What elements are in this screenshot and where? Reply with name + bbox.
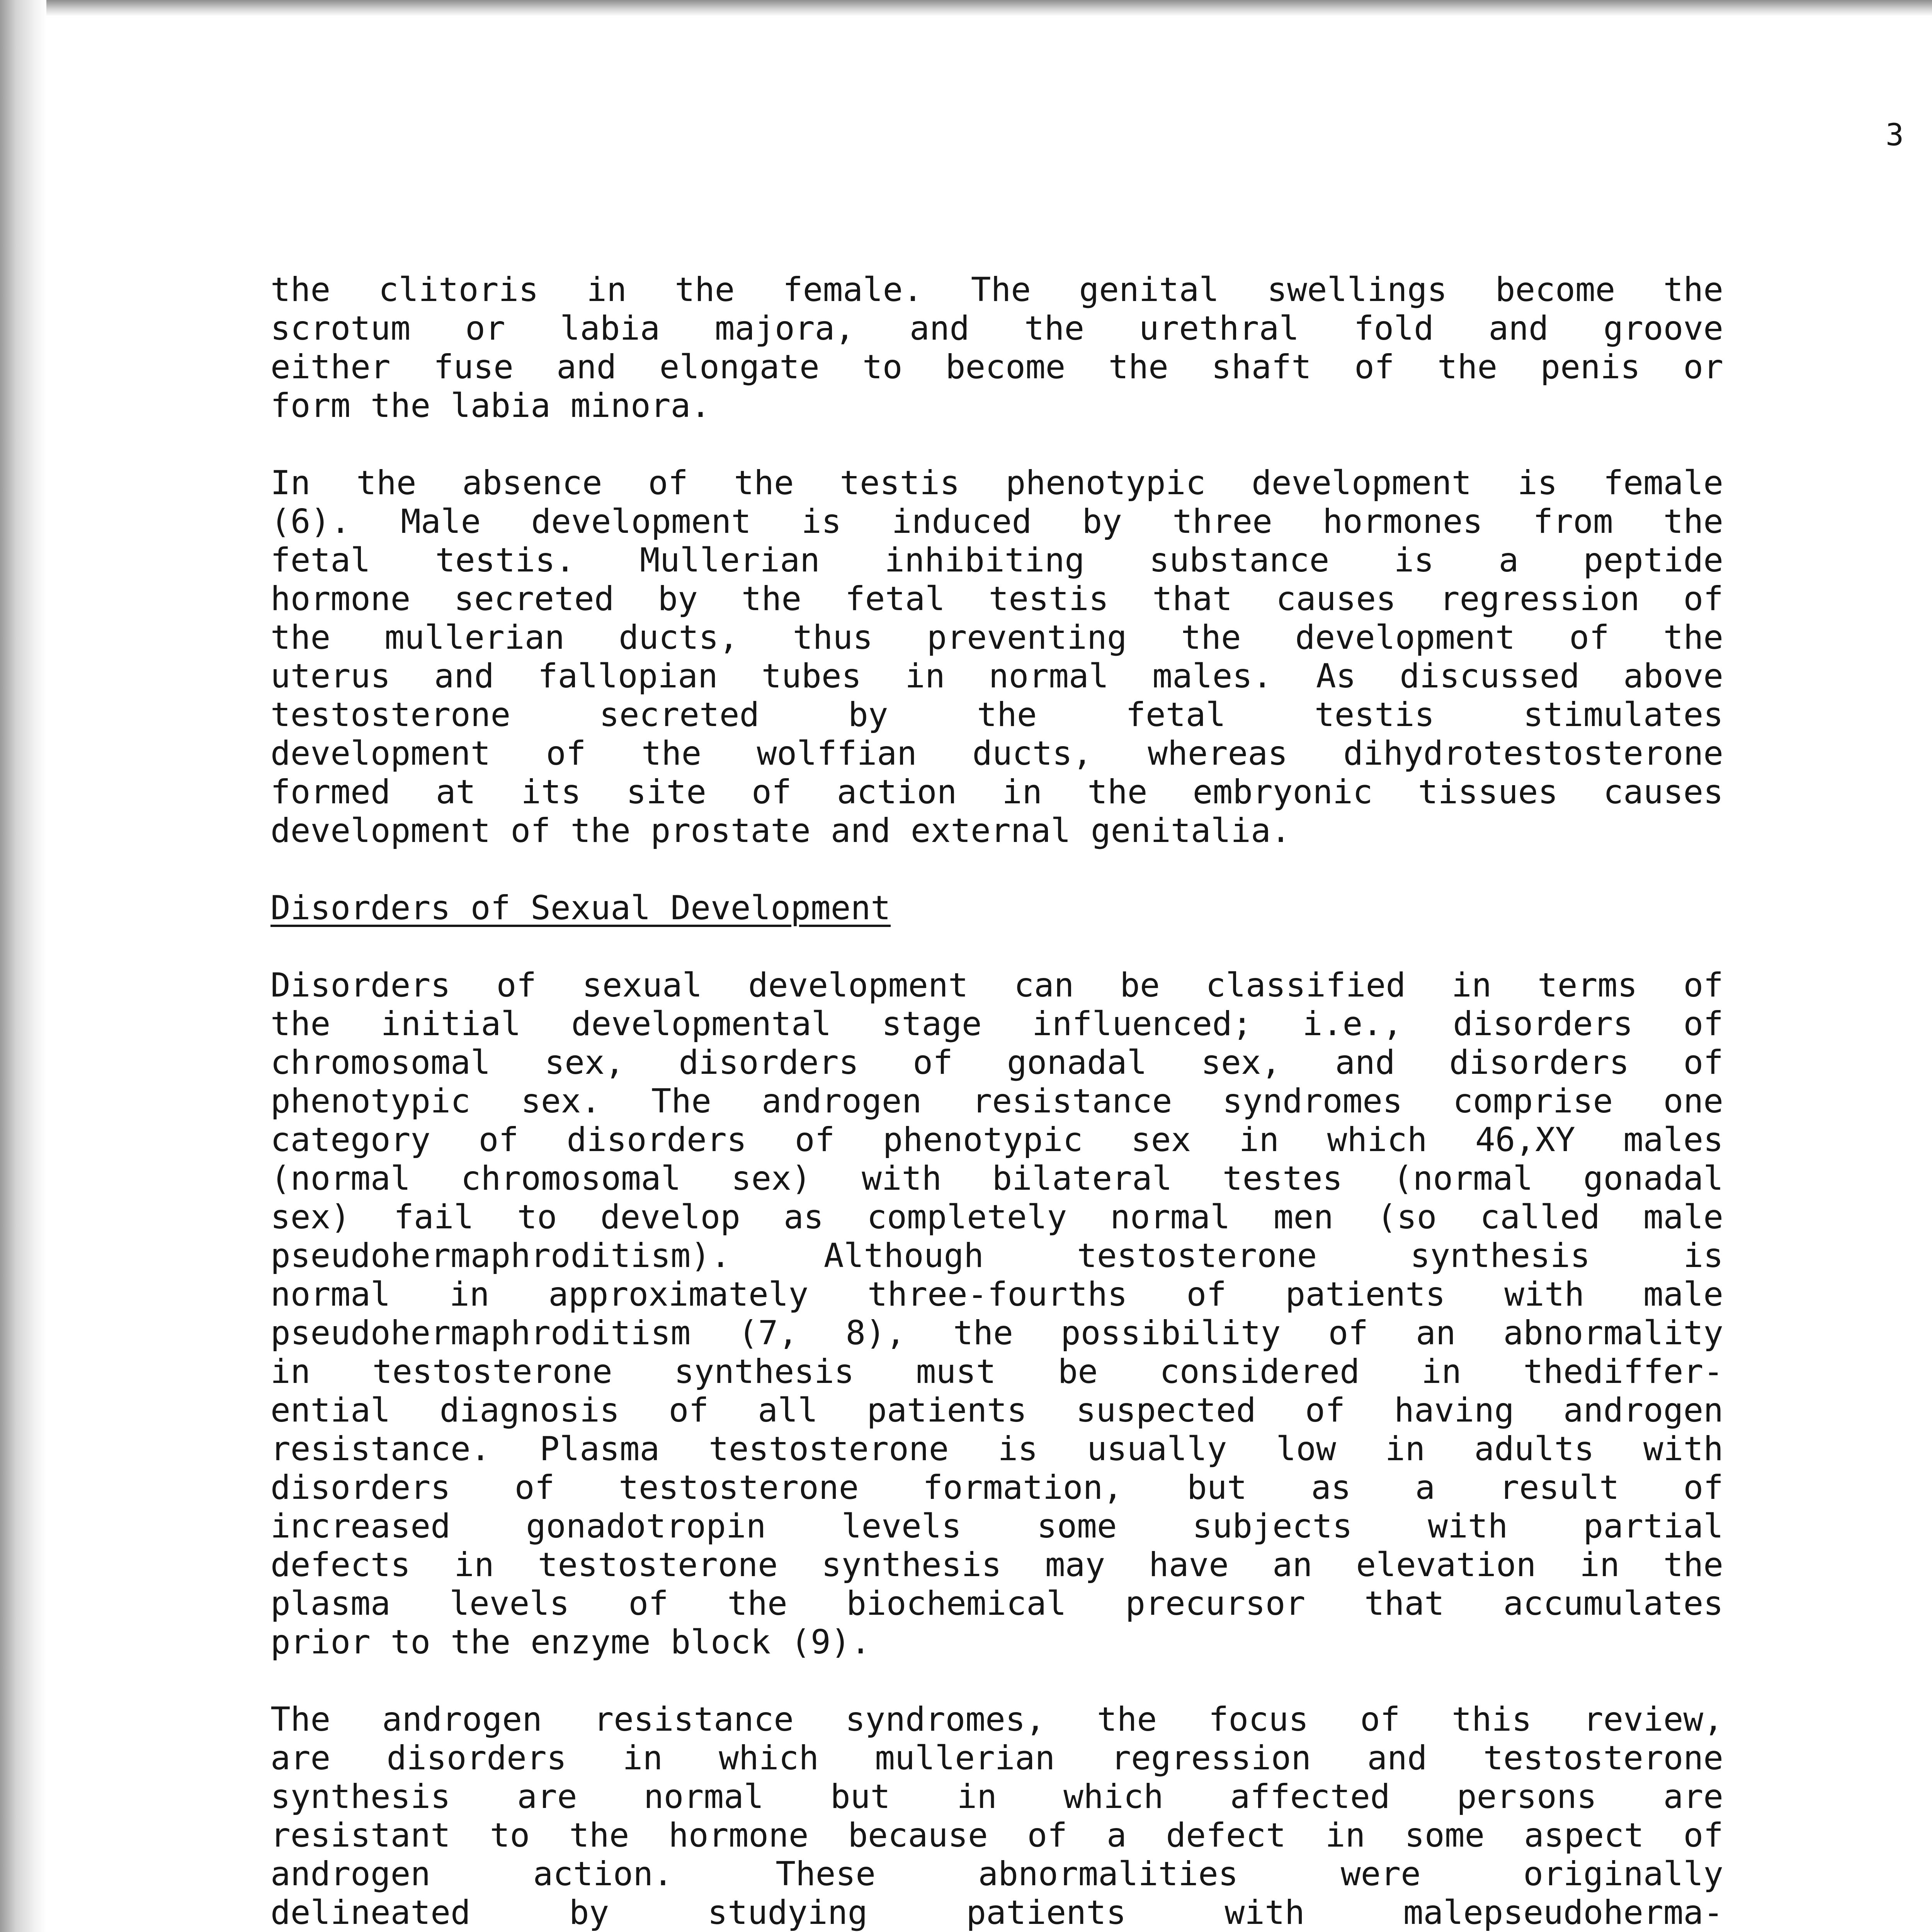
paragraph-1 — [270, 270, 1723, 425]
scan-left-edge — [0, 0, 46, 1932]
text-line: sex) fail to develop as completely normal men (so called male — [270, 1198, 1723, 1236]
text-line: category of disorders of phenotypic sex in which 46,XY males — [270, 1121, 1723, 1159]
text-line: either fuse and elongate to become the shaft of the penis or — [270, 348, 1723, 386]
scan-top-edge — [0, 0, 1932, 16]
text-line: (6). Male development is induced by three hormones from the — [270, 502, 1723, 541]
text-line: are disorders in which mullerian regression and testosterone — [270, 1739, 1723, 1777]
text-line: fetal testis. Mullerian inhibiting substance is a peptide — [270, 541, 1723, 580]
text-line: prior to the enzyme block (9). — [270, 1623, 871, 1662]
text-line: the clitoris in the female. The genital swellings become the — [270, 270, 1723, 309]
text-line: the mullerian ducts, thus preventing the development of the — [270, 618, 1723, 657]
text-line: synthesis are normal but in which affected persons are — [270, 1777, 1723, 1816]
text-line: in testosterone synthesis must be considered in thediffer- — [270, 1352, 1723, 1391]
document-body — [270, 270, 1723, 1932]
text-line: resistant to the hormone because of a defect in some aspect of — [270, 1816, 1723, 1855]
page-number: 3 — [1886, 118, 1904, 153]
text-line: testosterone secreted by the fetal testis stimulates — [270, 696, 1723, 734]
text-line: (normal chromosomal sex) with bilateral testes (normal gonadal — [270, 1159, 1723, 1198]
text-line: pseudohermaphroditism (7, 8), the possibility of an abnormality — [270, 1314, 1723, 1352]
paragraph-3 — [270, 966, 1723, 1662]
text-line: development of the wolffian ducts, whereas dihydrotestosterone — [270, 734, 1723, 773]
text-line: plasma levels of the biochemical precursor that accumulates — [270, 1584, 1723, 1623]
text-line: androgen action. These abnormalities were originally — [270, 1855, 1723, 1893]
text-line: normal in approximately three-fourths of patients with male — [270, 1275, 1723, 1314]
text-line: In the absence of the testis phenotypic development is female — [270, 464, 1723, 502]
section-heading: Disorders of Sexual Development — [270, 889, 891, 927]
text-line: phenotypic sex. The androgen resistance syndromes comprise one — [270, 1082, 1723, 1121]
text-line: chromosomal sex, disorders of gonadal sex, and disorders of — [270, 1043, 1723, 1082]
text-line: delineated by studying patients with malepseudoherma- — [270, 1893, 1723, 1932]
text-line: disorders of testosterone formation, but as a result of — [270, 1468, 1723, 1507]
text-line: resistance. Plasma testosterone is usually low in adults with — [270, 1430, 1723, 1468]
text-line: form the labia minora. — [270, 386, 711, 425]
paragraph-2 — [270, 464, 1723, 850]
text-line: the initial developmental stage influenced; i.e., disorders of — [270, 1005, 1723, 1043]
text-line: ential diagnosis of all patients suspected of having androgen — [270, 1391, 1723, 1430]
paragraph-4 — [270, 1700, 1723, 1932]
text-line: uterus and fallopian tubes in normal males. As discussed above — [270, 657, 1723, 696]
text-line: development of the prostate and external genitalia. — [270, 811, 1291, 850]
text-line: defects in testosterone synthesis may have an elevation in the — [270, 1546, 1723, 1584]
text-line: The androgen resistance syndromes, the focus of this review, — [270, 1700, 1723, 1739]
text-line: Disorders of sexual development can be classified in terms of — [270, 966, 1723, 1005]
text-line: pseudohermaphroditism). Although testosterone synthesis is — [270, 1236, 1723, 1275]
text-line: increased gonadotropin levels some subjects with partial — [270, 1507, 1723, 1546]
text-line: hormone secreted by the fetal testis that causes regression of — [270, 580, 1723, 618]
text-line: formed at its site of action in the embryonic tissues causes — [270, 773, 1723, 811]
section-heading-row — [270, 889, 1723, 927]
text-line: scrotum or labia majora, and the urethral fold and groove — [270, 309, 1723, 348]
